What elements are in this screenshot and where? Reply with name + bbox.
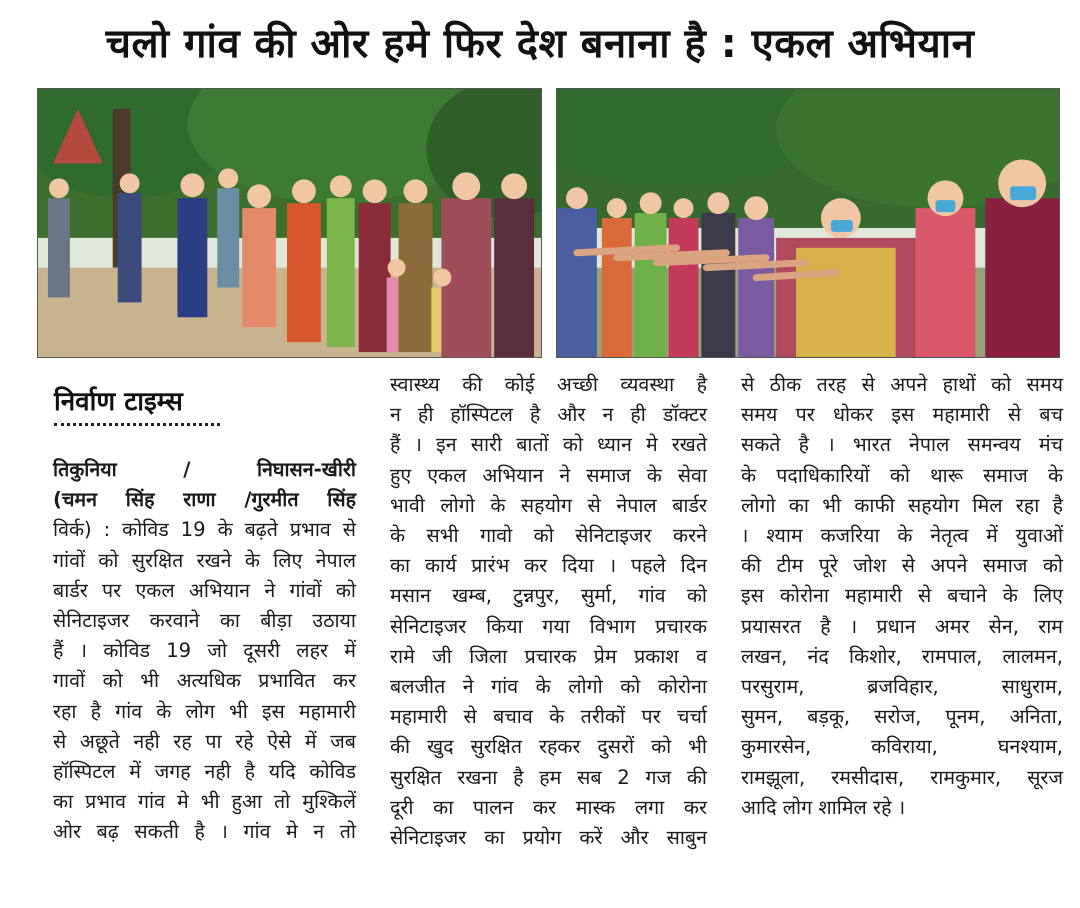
text-line: परसुराम, ब्रजविहार, साधुराम, — [741, 675, 1063, 699]
text-line: बलजीत ने गांव के लोगो को कोरोना — [390, 675, 707, 699]
text-line: कुमारसेन, कविराया, घनश्याम, — [741, 735, 1063, 759]
article-column-3 — [741, 370, 1063, 823]
dateline-line: तिकुनिया / निघासन-खीरी — [53, 458, 356, 481]
text-line: सेनिटाइजर का प्रयोग करें और साबुन — [390, 826, 707, 850]
text-line: गांवों को सुरक्षित रखने के लिए नेपाल — [53, 548, 356, 572]
text-line: लखन, नंद किशोर, रामपाल, लालमन, — [741, 644, 1063, 668]
text-line: गावों को भी अत्यधिक प्रभावित कर — [53, 669, 356, 693]
article-column-2 — [390, 370, 707, 853]
text-line: रहा है गांव के लोग भी इस महामारी — [53, 699, 356, 723]
text-line: न ही हॉस्पिटल है और न ही डॉक्टर — [390, 403, 707, 427]
text-line: आदि लोग शामिल रहे । — [741, 795, 906, 819]
article-column-1 — [53, 455, 356, 848]
text-line: सुमन, बड़कू, सरोज, पूनम, अनिता, — [741, 705, 1063, 729]
text-line: समय पर धोकर इस महामारी से बच — [741, 403, 1063, 427]
text-line: स्वास्थ्य की कोई अच्छी व्यवस्था है — [390, 373, 707, 396]
byline: निर्वाण टाइम्स — [54, 387, 183, 417]
text-line: की टीम पूरे जोश से अपने समाज को — [741, 554, 1063, 578]
text-line: हैं । इन सारी बातों को ध्यान मे रखते — [390, 433, 707, 457]
photo-right-illustration — [557, 89, 1059, 357]
text-line: सकते है । भारत नेपाल समन्वय मंच — [741, 433, 1063, 457]
text-line: रामे जी जिला प्रचारक प्रेम प्रकाश व — [390, 644, 707, 668]
text-line: इस कोरोना महामारी से बचाने के लिए — [741, 584, 1063, 608]
text-line: हैं । कोविड 19 जो दूसरी लहर में — [53, 639, 356, 663]
photo-villagers-pledge — [556, 88, 1060, 358]
text-line: की खुद सुरक्षित रहकर दुसरों को भी — [390, 735, 707, 759]
text-line: का कार्य प्रारंभ कर दिया । पहले दिन — [390, 554, 707, 578]
text-line: रामझूला, रमसीदास, रामकुमार, सूरज — [741, 765, 1063, 789]
text-line: सुरक्षित रखना है हम सब 2 गज की — [390, 765, 707, 789]
text-line: का प्रभाव गांव मे भी हुआ तो मुश्किलें — [53, 790, 356, 814]
byline-divider — [54, 423, 220, 426]
photo-left-illustration — [38, 89, 541, 357]
text-line: लोगो का भी काफी सहयोग मिल रहा है — [741, 493, 1063, 517]
text-line: महामारी से बचाव के तरीकों पर चर्चा — [390, 705, 707, 729]
text-line: प्रयासरत है । प्रधान अमर सेन, राम — [741, 614, 1063, 638]
text-line: से अछूते नही रह पा रहे ऐसे में जब — [53, 729, 356, 753]
text-line: मसान खम्ब, टुन्नपुर, सुर्मा, गांव को — [390, 584, 707, 608]
text-line: हुए एकल अभियान ने समाज के सेवा — [390, 463, 707, 487]
text-line: हॉस्पिटल में जगह नही है यदि कोविड — [53, 760, 356, 784]
photo-villagers-gathering — [37, 88, 542, 358]
text-line: सेनिटाइजर किया गया विभाग प्रचारक — [390, 614, 707, 638]
text-line: के सभी गावो को सेनिटाइजर करने — [390, 524, 707, 548]
text-line: भावी लोगो के सहयोग से नेपाल बार्डर — [390, 493, 707, 517]
text-line: से ठीक तरह से अपने हाथों को समय — [741, 373, 1063, 396]
headline: चलो गांव की ओर हमे फिर देश बनाना है : एकल अभियान — [105, 21, 975, 67]
text-line: के पदाधिकारियों को थारू समाज के — [741, 463, 1063, 487]
text-line: सेनिटाइजर करवाने का बीड़ा उठाया — [53, 609, 356, 633]
reporter-line: (चमन सिंह राणा /गुरमीत सिंह — [53, 488, 356, 512]
text-line: बार्डर पर एकल अभियान ने गांवों को — [53, 578, 356, 602]
text-line: ओर बढ़ सकती है । गांव मे न तो — [53, 820, 356, 844]
text-line: । श्याम कजरिया के नेतृत्व में युवाओं — [741, 524, 1063, 548]
text-line: विर्क) : कोविड 19 के बढ़ते प्रभाव से — [53, 518, 356, 542]
text-line: दूरी का पालन कर मास्क लगा कर — [390, 795, 707, 819]
